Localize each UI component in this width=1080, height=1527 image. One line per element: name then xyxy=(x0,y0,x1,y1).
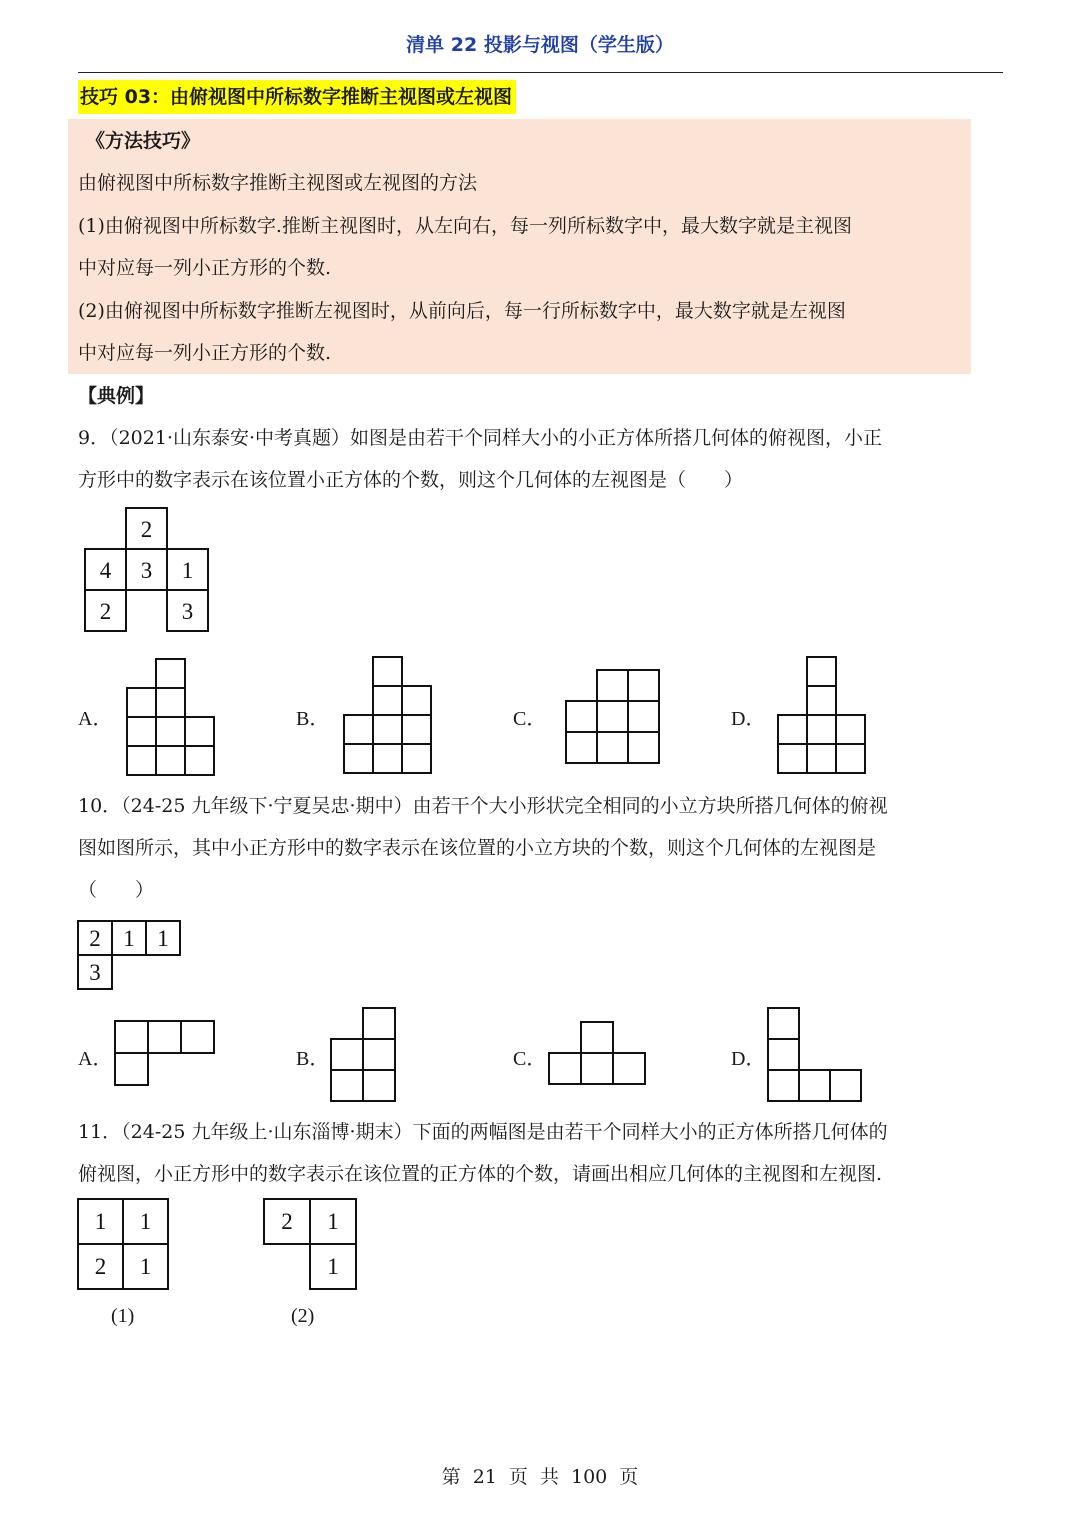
q11-cell-value: 2 xyxy=(281,1209,293,1234)
page-number-footer: 第 21 页 共 100 页 xyxy=(441,1466,639,1488)
view-cell xyxy=(402,715,431,744)
view-cell xyxy=(156,717,185,746)
method-box xyxy=(68,119,971,374)
view-cell xyxy=(807,744,836,773)
view-cell xyxy=(613,1053,645,1084)
view-cell xyxy=(807,686,836,715)
view-cell xyxy=(768,1008,799,1039)
view-cell xyxy=(836,744,865,773)
q10-option-c-figure[interactable] xyxy=(547,1020,647,1086)
view-cell xyxy=(344,715,373,744)
view-cell xyxy=(373,744,402,773)
view-cell xyxy=(597,732,628,763)
q11-cell-value: 1 xyxy=(139,1209,152,1234)
q9-option-c-figure[interactable] xyxy=(564,668,662,764)
q10-cell-value: 1 xyxy=(123,926,135,951)
view-cell xyxy=(185,717,214,746)
view-cell xyxy=(402,744,431,773)
q11-cell-value: 1 xyxy=(139,1254,152,1279)
q10-option-d-figure[interactable] xyxy=(766,1006,864,1102)
q10-option-b-label: B． xyxy=(296,1048,330,1070)
view-cell xyxy=(768,1039,799,1070)
view-cell xyxy=(127,746,156,775)
q10-option-a-label: A． xyxy=(78,1048,113,1070)
view-cell xyxy=(185,746,214,775)
q11-figure-1-caption: (1) xyxy=(111,1305,135,1327)
view-cell xyxy=(628,701,659,732)
view-cell xyxy=(156,746,185,775)
view-cell xyxy=(581,1022,613,1053)
q9-top-view-figure xyxy=(82,505,214,635)
view-cell xyxy=(597,670,628,701)
q10-option-d-label: D． xyxy=(731,1048,766,1070)
view-cell xyxy=(363,1070,395,1101)
q9-text-line: 9．（2021·山东泰安·中考真题）如图是由若干个同样大小的小正方体所搭几何体的俯视图，小正 xyxy=(78,427,883,449)
q11-figure-1 xyxy=(76,1197,172,1291)
q10-option-c-label: C． xyxy=(513,1048,547,1070)
q9-cell-value: 3 xyxy=(140,558,153,583)
q10-cell-value: 2 xyxy=(89,926,101,951)
view-cell xyxy=(566,732,597,763)
view-cell xyxy=(836,715,865,744)
q9-cell-value: 3 xyxy=(181,599,194,624)
header-divider xyxy=(78,72,1003,73)
view-cell xyxy=(549,1053,581,1084)
q9-option-a-label: A． xyxy=(78,708,113,730)
q10-top-view-figure xyxy=(76,919,184,991)
view-cell xyxy=(807,715,836,744)
q9-option-d-label: D． xyxy=(731,708,766,730)
q9-cell-value: 2 xyxy=(140,517,153,542)
view-cell xyxy=(778,744,807,773)
q9-option-b-figure[interactable] xyxy=(342,655,434,775)
q11-figure-2 xyxy=(262,1197,360,1291)
view-cell xyxy=(373,686,402,715)
view-cell xyxy=(628,732,659,763)
view-cell xyxy=(344,744,373,773)
q9-option-d-figure[interactable] xyxy=(776,655,868,775)
q9-cell-value: 4 xyxy=(99,558,112,583)
view-cell xyxy=(373,657,402,686)
q10-cell-value: 1 xyxy=(157,926,169,951)
method-line: 中对应每一列小正方形的个数. xyxy=(78,257,332,279)
view-cell xyxy=(156,659,185,688)
view-cell xyxy=(331,1070,363,1101)
method-line: 由俯视图中所标数字推断主视图或左视图的方法 xyxy=(78,172,478,194)
q11-figure-2-caption: (2) xyxy=(291,1305,315,1327)
view-cell xyxy=(402,686,431,715)
q9-cell-value: 1 xyxy=(181,558,194,583)
view-cell xyxy=(581,1053,613,1084)
q9-option-b-label: B． xyxy=(296,708,330,730)
view-cell xyxy=(331,1039,363,1070)
view-cell xyxy=(181,1021,214,1053)
page-header-title: 清单 22 投影与视图（学生版） xyxy=(406,34,674,56)
q10-option-b-figure[interactable] xyxy=(329,1006,399,1102)
q10-text-line: 图如图所示，其中小正方形中的数字表示在该位置的小立方块的个数，则这个几何体的左视图是 xyxy=(78,837,877,859)
q11-cell-value: 2 xyxy=(94,1254,107,1279)
q10-cell-value: 3 xyxy=(89,960,101,985)
view-cell xyxy=(768,1070,799,1101)
view-cell xyxy=(807,657,836,686)
view-cell xyxy=(363,1039,395,1070)
examples-heading: 【典例】 xyxy=(78,385,155,407)
view-cell xyxy=(597,701,628,732)
q11-text-line: 俯视图，小正方形中的数字表示在该位置的正方体的个数，请画出相应几何体的主视图和左视图. xyxy=(78,1163,883,1185)
view-cell xyxy=(148,1021,181,1053)
view-cell xyxy=(566,701,597,732)
view-cell xyxy=(778,715,807,744)
view-cell xyxy=(115,1053,148,1085)
view-cell xyxy=(799,1070,830,1101)
skill-title: 技巧 03：由俯视图中所标数字推断主视图或左视图 xyxy=(78,80,516,114)
q9-cell-value: 2 xyxy=(99,599,112,624)
view-cell xyxy=(156,688,185,717)
q11-cell-value: 1 xyxy=(327,1254,339,1279)
view-cell xyxy=(373,715,402,744)
q11-cell-value: 1 xyxy=(327,1209,339,1234)
q10-option-a-figure[interactable] xyxy=(113,1019,217,1087)
method-line: (2)由俯视图中所标数字推断左视图时，从前向后，每一行所标数字中，最大数字就是左视图 xyxy=(78,300,846,322)
view-cell xyxy=(127,717,156,746)
q9-option-c-label: C． xyxy=(513,708,547,730)
q9-text-line: 方形中的数字表示在该位置小正方体的个数，则这个几何体的左视图是（ ） xyxy=(78,469,744,491)
q11-text-line: 11．（24-25 九年级上·山东淄博·期末）下面的两幅图是由若干个同样大小的正方体所搭几何体的 xyxy=(78,1121,888,1143)
view-cell xyxy=(115,1021,148,1053)
method-line: (1)由俯视图中所标数字.推断主视图时，从左向右，每一列所标数字中，最大数字就是主视图 xyxy=(78,215,852,237)
method-heading: 《方法技巧》 xyxy=(86,130,201,152)
view-cell xyxy=(363,1008,395,1039)
q10-text-line: （ ） xyxy=(78,879,155,901)
view-cell xyxy=(830,1070,861,1101)
q9-option-a-figure[interactable] xyxy=(125,657,215,775)
q11-cell-value: 1 xyxy=(94,1209,107,1234)
method-line: 中对应每一列小正方形的个数. xyxy=(78,342,332,364)
view-cell xyxy=(127,688,156,717)
q10-text-line: 10．（24-25 九年级下·宁夏吴忠·期中）由若干个大小形状完全相同的小立方块所搭几何体的俯视 xyxy=(78,795,888,817)
view-cell xyxy=(628,670,659,701)
